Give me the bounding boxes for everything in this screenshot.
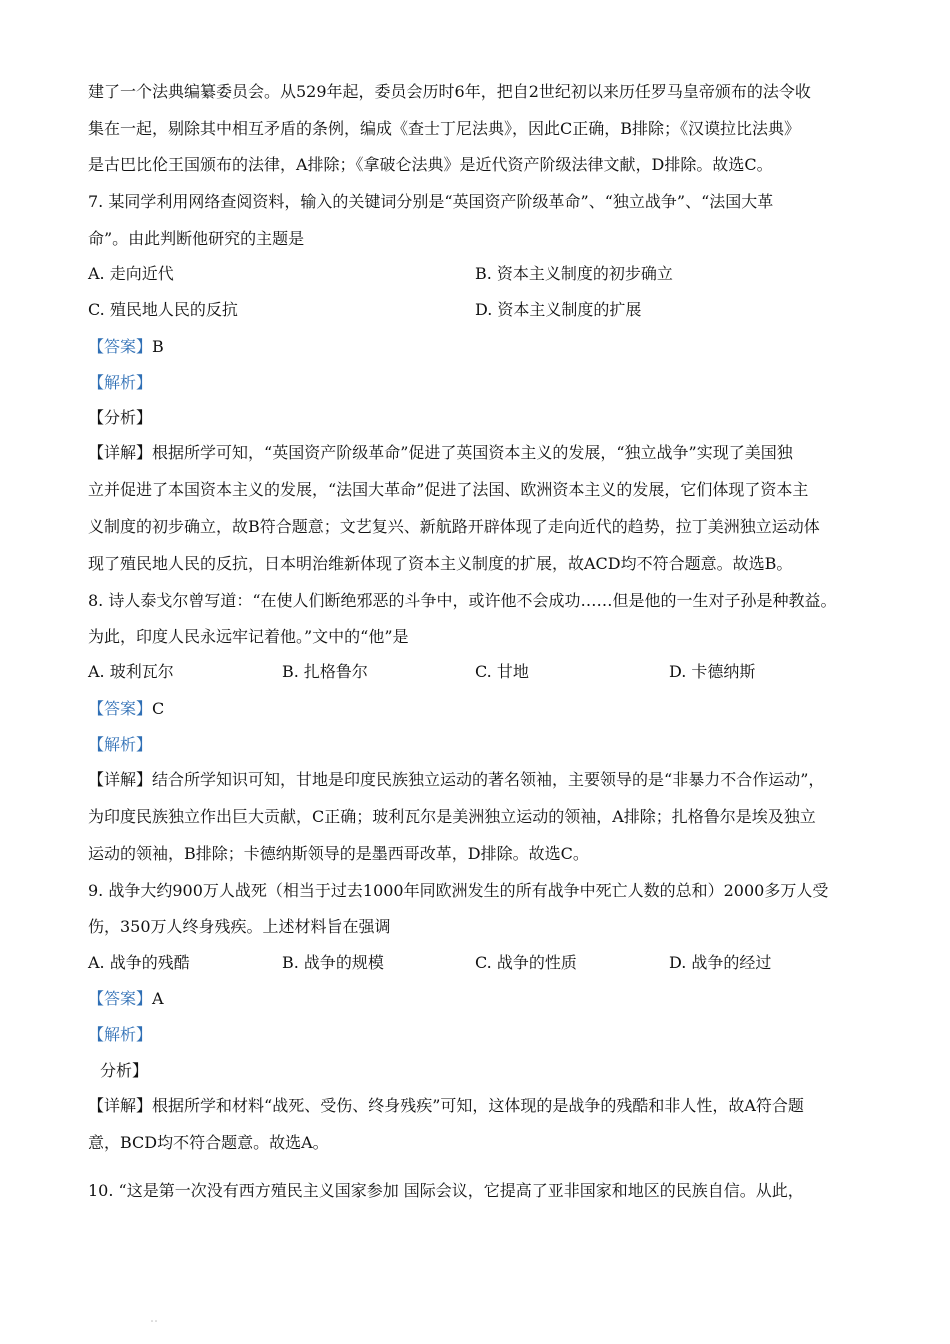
question-7-stem: 7. 某同学利用网络查阅资料，输入的关键词分别是“英国资产阶级革命”、“独立战争”、“法国大革 bbox=[88, 192, 774, 211]
page-mark-icon bbox=[150, 1318, 160, 1324]
q8-answer bbox=[88, 697, 870, 721]
detail-tag: 【详解】 bbox=[88, 770, 153, 789]
answer-tag: 【答案】 bbox=[88, 699, 153, 718]
q9-answer bbox=[88, 987, 870, 1011]
text-line: 集在一起，剔除其中相互矛盾的条例，编成《查士丁尼法典》，因此C正确，B排除；《汉谟拉比法典》 bbox=[88, 119, 801, 138]
q8-analysis-tag: 【解析】 bbox=[88, 735, 153, 754]
q7-option-a: A. 走向近代 bbox=[88, 264, 174, 283]
q9-option-d: D. 战争的经过 bbox=[669, 953, 772, 972]
question-8-stem: 为此，印度人民永远牢记着他。”文中的“他”是 bbox=[88, 627, 409, 646]
text-line: 建了一个法典编纂委员会。从529年起，委员会历时6年，把自2世纪初以来历任罗马皇帝颁布的法令收 bbox=[88, 82, 811, 101]
detail-text: 结合所学知识可知，甘地是印度民族独立运动的著名领袖，主要领导的是“非暴力不合作运动”， bbox=[152, 770, 825, 789]
q9-option-c: C. 战争的性质 bbox=[475, 953, 577, 972]
q9-option-b: B. 战争的规模 bbox=[282, 953, 384, 972]
question-9-stem: 伤，350万人终身残疾。上述材料旨在强调 bbox=[88, 917, 391, 936]
text-line: 是古巴比伦王国颁布的法律，A排除；《拿破仑法典》是近代资产阶级法律文献，D排除。故选C。 bbox=[88, 155, 773, 174]
q7-analysis-tag: 【解析】 bbox=[88, 373, 153, 392]
answer-tag: 【答案】 bbox=[88, 337, 153, 356]
answer-value: C bbox=[152, 699, 165, 718]
q9-analysis-tag: 【解析】 bbox=[88, 1025, 153, 1044]
q9-fenxi: 分析】 bbox=[100, 1061, 149, 1080]
q8-option-b: B. 扎格鲁尔 bbox=[282, 662, 368, 681]
q7-fenxi: 【分析】 bbox=[88, 408, 153, 427]
q7-detail: 义制度的初步确立，故B符合题意；文艺复兴、新航路开辟体现了走向近代的趋势，拉丁美洲独立运动体 bbox=[88, 517, 820, 536]
q8-option-a: A. 玻利瓦尔 bbox=[88, 662, 174, 681]
detail-tag: 【详解】 bbox=[88, 1096, 153, 1115]
q7-detail: 现了殖民地人民的反抗，日本明治维新体现了资本主义制度的扩展，故ACD均不符合题意。故选B。 bbox=[88, 554, 793, 573]
q7-option-d: D. 资本主义制度的扩展 bbox=[475, 300, 642, 319]
q8-detail bbox=[88, 768, 870, 792]
answer-value: A bbox=[152, 989, 164, 1008]
q8-option-c: C. 甘地 bbox=[475, 662, 529, 681]
q7-answer bbox=[88, 335, 870, 359]
answer-tag: 【答案】 bbox=[88, 989, 153, 1008]
q7-option-b: B. 资本主义制度的初步确立 bbox=[475, 264, 673, 283]
question-10-stem: 10. “这是第一次没有西方殖民主义国家参加 国际会议，它提高了亚非国家和地区的民族自信。从此， bbox=[88, 1181, 804, 1200]
question-9-stem: 9. 战争大约900万人战死（相当于过去1000年同欧洲发生的所有战争中死亡人数的总和）2000多万人受 bbox=[88, 881, 829, 900]
q9-detail bbox=[88, 1094, 870, 1118]
q7-option-c: C. 殖民地人民的反抗 bbox=[88, 300, 238, 319]
detail-tag: 【详解】 bbox=[88, 443, 153, 462]
q8-detail: 为印度民族独立作出巨大贡献，C正确；玻利瓦尔是美洲独立运动的领袖，A排除；扎格鲁尔是埃及独立 bbox=[88, 807, 816, 826]
q8-option-d: D. 卡德纳斯 bbox=[669, 662, 756, 681]
q9-detail: 意，BCD均不符合题意。故选A。 bbox=[88, 1133, 329, 1152]
detail-text: 根据所学可知，“英国资产阶级革命”促进了英国资本主义的发展，“独立战争”实现了美国独 bbox=[152, 443, 793, 462]
q7-detail bbox=[88, 441, 870, 465]
q7-detail: 立并促进了本国资本主义的发展，“法国大革命”促进了法国、欧洲资本主义的发展，它们体现了资本主 bbox=[88, 480, 809, 499]
question-8-stem: 8. 诗人泰戈尔曾写道：“在使人们断绝邪恶的斗争中，或许他不会成功……但是他的一生对子孙是种教益。 bbox=[88, 591, 837, 610]
question-7-stem: 命”。由此判断他研究的主题是 bbox=[88, 229, 305, 248]
q9-option-a: A. 战争的残酷 bbox=[88, 953, 190, 972]
answer-value: B bbox=[152, 337, 164, 356]
q8-detail: 运动的领袖，B排除；卡德纳斯领导的是墨西哥改革，D排除。故选C。 bbox=[88, 844, 589, 863]
detail-text: 根据所学和材料“战死、受伤、终身残疾”可知，这体现的是战争的残酷和非人性，故A符合题 bbox=[152, 1096, 804, 1115]
